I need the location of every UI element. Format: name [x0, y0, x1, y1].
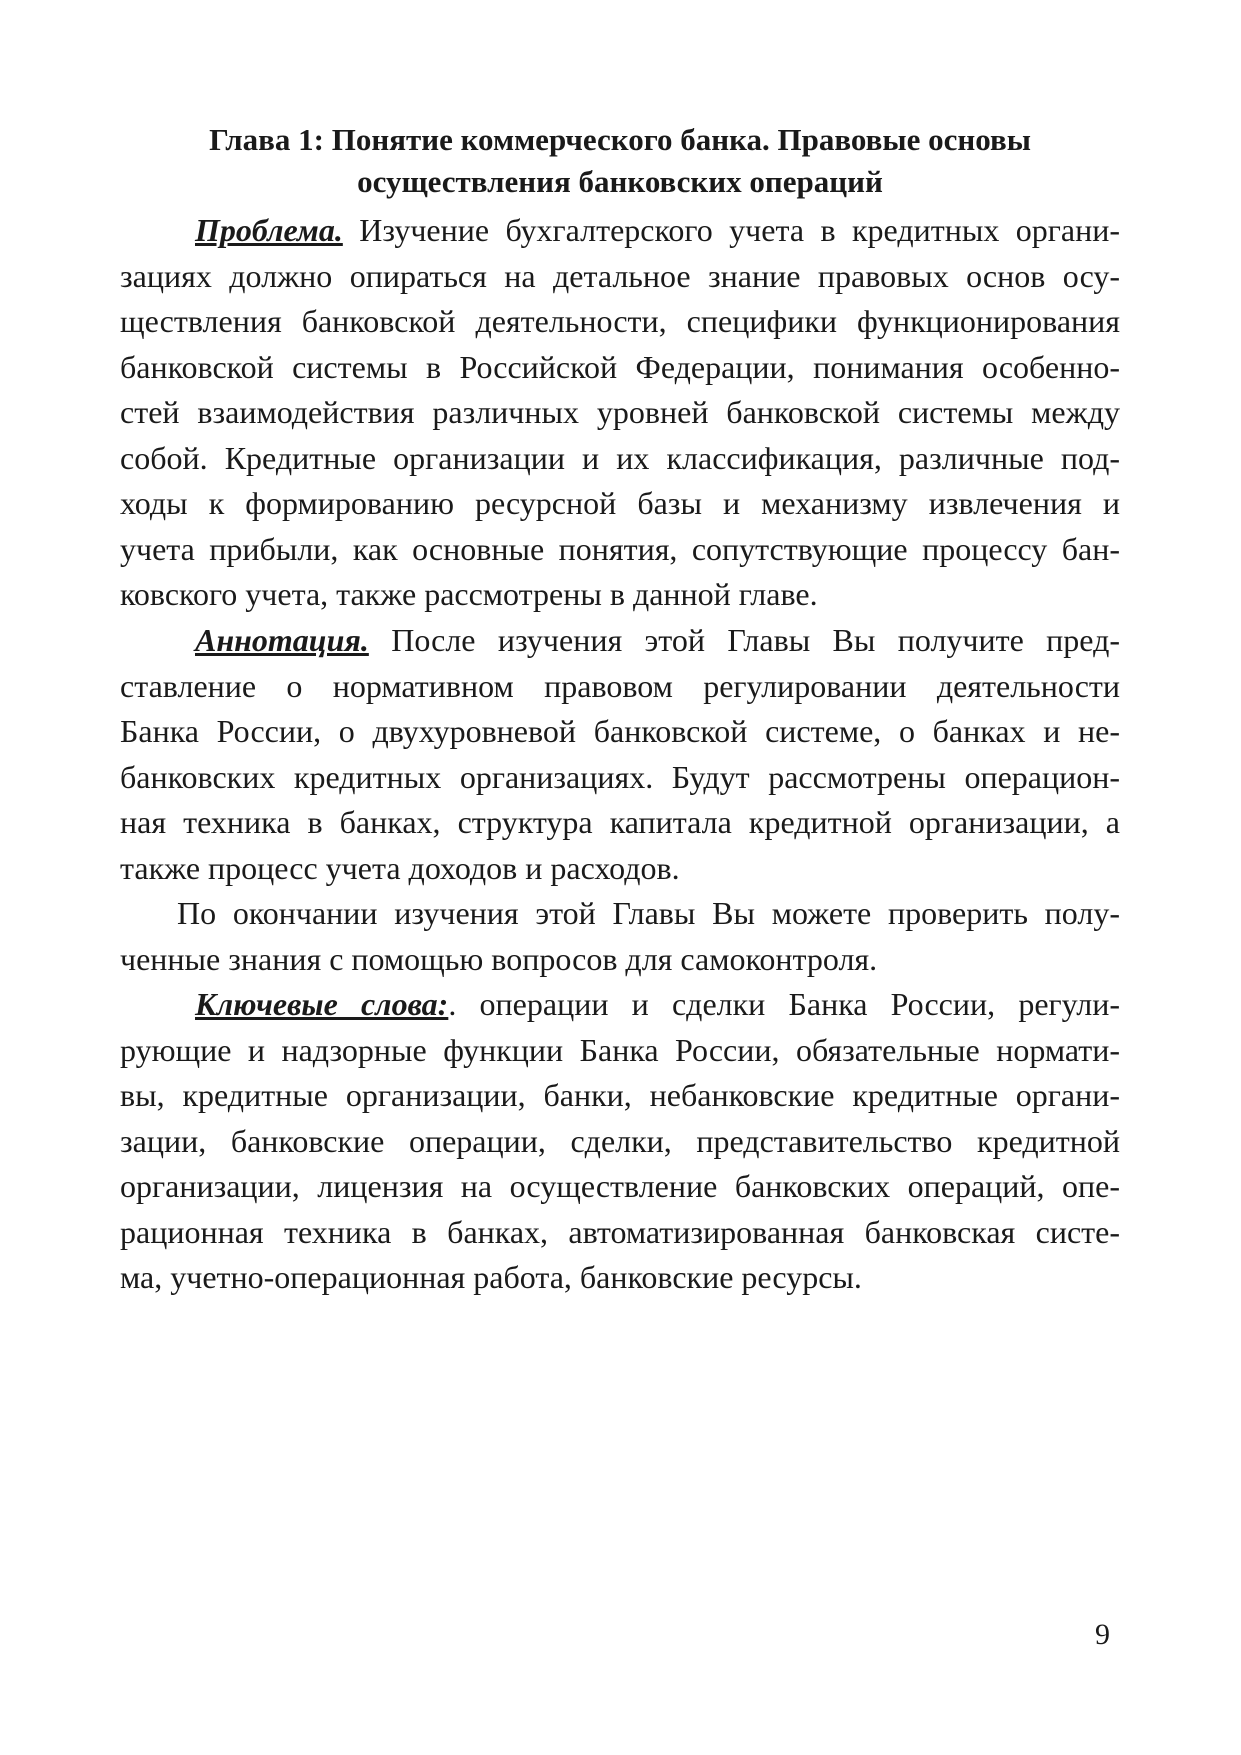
chapter-title-line-1: Глава 1: Понятие коммерческого банка. Правовые основы	[209, 122, 1031, 157]
selfcheck-line-1: По окончании изучения этой Главы Вы можете проверить полу-	[177, 895, 1120, 931]
problem-line-6: собой. Кредитные организации и их классификация, различные под-	[120, 439, 1120, 476]
problem-line-1: Проблема. Изучение бухгалтерского учета в кредитных органи-	[195, 212, 1121, 248]
problem-line-8: учета прибыли, как основные понятия, сопутствующие процессу бан-	[120, 530, 1120, 567]
problem-paragraph	[120, 208, 1120, 618]
problem-line-4: банковской системы в Российской Федерации, понимания особенно-	[120, 348, 1120, 385]
page-number: 9	[1095, 1618, 1110, 1651]
selfcheck-line-2: ченные знания с помощью вопросов для самоконтроля.	[120, 940, 878, 977]
annotation-line-3: Банка России, о двухуровневой банковской системе, о банках и не-	[120, 713, 1120, 749]
problem-line-9: ковского учета, также рассмотрены в данной главе.	[120, 576, 818, 612]
annotation-line-1: Аннотация. После изучения этой Главы Вы получите пред-	[195, 622, 1121, 658]
problem-line-3: ществления банковской деятельности, специфики функционирования	[120, 303, 1120, 339]
keywords-line-2: рующие и надзорные функции Банка России, обязательные нормати-	[120, 1031, 1120, 1068]
keywords-line-4: зации, банковские операции, сделки, представительство кредитной	[120, 1122, 1120, 1159]
keywords-line-5: организации, лицензия на осуществление банковских операций, опе-	[120, 1168, 1120, 1204]
problem-line-7: ходы к формированию ресурсной базы и механизму извлечения и	[120, 485, 1120, 521]
selfcheck-paragraph	[120, 891, 1120, 982]
annotation-label: Аннотация.	[195, 622, 369, 658]
keywords-line-3: вы, кредитные организации, банки, небанковские кредитные органи-	[120, 1077, 1120, 1113]
annotation-paragraph	[120, 618, 1120, 891]
annotation-line-5: ная техника в банках, структура капитала кредитной организации, а	[120, 804, 1120, 840]
annotation-line-4: банковских кредитных организациях. Будут рассмотрены операцион-	[120, 758, 1120, 795]
annotation-line-6: также процесс учета доходов и расходов.	[120, 849, 680, 886]
keywords-label: Ключевые слова:	[195, 986, 449, 1022]
problem-label: Проблема.	[195, 212, 343, 248]
problem-line-5: стей взаимодействия различных уровней банковской системы между	[120, 394, 1120, 430]
keywords-line-6: рационная техника в банках, автоматизированная банковская систе-	[120, 1213, 1120, 1250]
keywords-line-1: Ключевые слова:. операции и сделки Банка России, регули-	[195, 986, 1120, 1022]
problem-line-2: зациях должно опираться на детальное знание правовых основ осу-	[120, 257, 1120, 294]
annotation-line-2: ставление о нормативном правовом регулировании деятельности	[120, 667, 1120, 704]
chapter-title-line-2: осуществления банковских операций	[357, 164, 883, 199]
keywords-paragraph	[120, 982, 1120, 1301]
keywords-line-7: ма, учетно-операционная работа, банковские ресурсы.	[120, 1259, 862, 1295]
